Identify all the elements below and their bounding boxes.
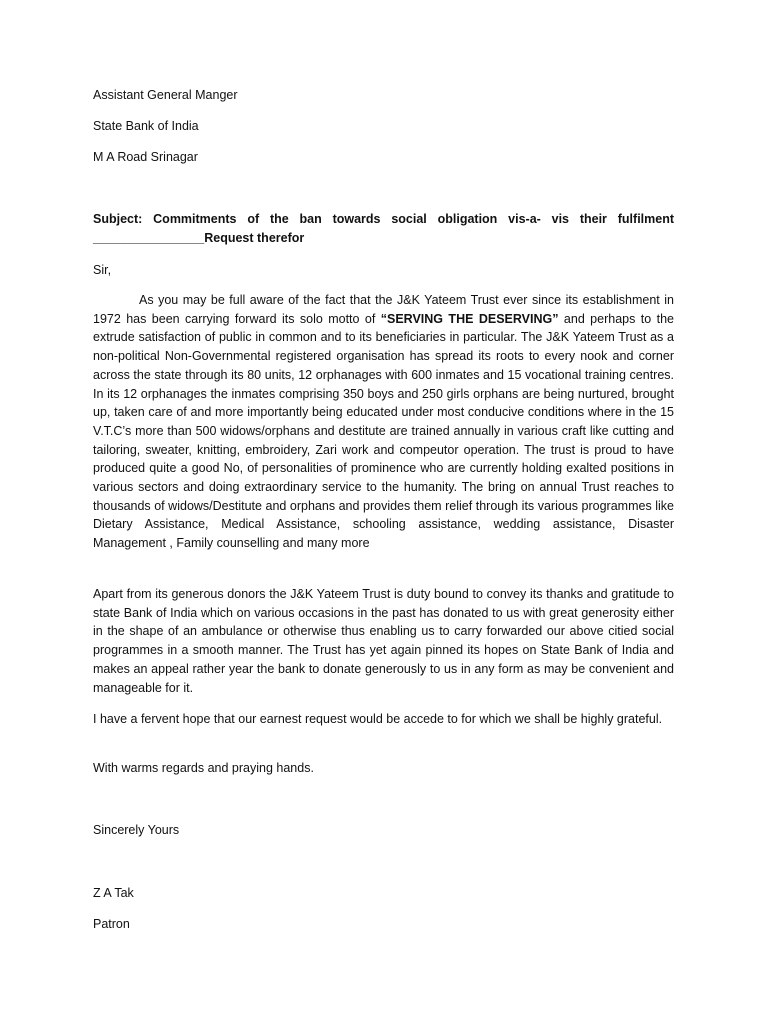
- regards-line: With warms regards and praying hands.: [93, 761, 314, 775]
- paragraph-1-part-1: As you may be full aware of the fact that the J&K Yateem Trust ever since its establishment in 1972 has been carrying forward its solo motto of: [93, 293, 674, 326]
- recipient-bank: State Bank of India: [93, 119, 199, 133]
- subject-label: Subject:: [93, 212, 143, 226]
- recipient-designation: Assistant General Manger: [93, 88, 238, 102]
- motto-text: “SERVING THE DESERVING”: [380, 311, 559, 326]
- subject-blank: ________________: [93, 230, 205, 245]
- subject-text: Commitments of the ban towards social obligation vis-a- vis their fulfilment: [153, 212, 674, 226]
- signatory-title: Patron: [93, 917, 130, 931]
- subject-tail: Request therefor: [204, 230, 305, 245]
- salutation: Sir,: [93, 263, 112, 277]
- paragraph-1-part-2: and perhaps to the extrude satisfaction of public in common and to its beneficiaries in particular. The J&K Yateem Trust as a non-political Non-Governmental registered organisation has spread its roots to every nook and corner across the state through its 80 units, 12 orphanages with 600 inmates and 15 vocational training centres. In its 12 orphanages the inmates comprising 350 boys and 250 girls orphans are being nurtured, brought up, taken care of and more importantly being educated under most conducive conditions where in the 15 V.T.C’s more than 500 widows/orphans and destitute are trained annually in various craft like cutting and tailoring, sweater, knitting, embroidery, Zari work and compeutor operation. The trust is proud to have produced quite a good No, of personalities of prominence who are currently holding exalted positions in various sectors and doing extraordinary service to the humanity. The bring on annual Trust reaches to thousands of widows/Destitute and orphans and provides them relief through its various programmes like Dietary Assistance, Medical Assistance, schooling assistance, wedding assistance, Disaster Management , Family counselling and many more: [93, 311, 674, 551]
- recipient-address: M A Road Srinagar: [93, 150, 198, 164]
- paragraph-3: I have a fervent hope that our earnest request would be accede to for which we shall be highly grateful.: [93, 712, 663, 726]
- subject-line: [93, 210, 674, 247]
- paragraph-2: Apart from its generous donors the J&K Yateem Trust is duty bound to convey its thanks and gratitude to state Bank of India which on various occasions in the past has donated to us with great generosity either in the shape of an ambulance or otherwise thus enabling us to carry forwarded our above citied social programmes in a smooth manner. The Trust has yet again pinned its hopes on State Bank of India and makes an appeal rather year the bank to donate generously to us in any form as may be convenient and manageable for it.: [93, 587, 674, 695]
- closing-line: Sincerely Yours: [93, 823, 180, 837]
- paragraph-1: [93, 291, 674, 553]
- signatory-name: Z A Tak: [93, 886, 134, 900]
